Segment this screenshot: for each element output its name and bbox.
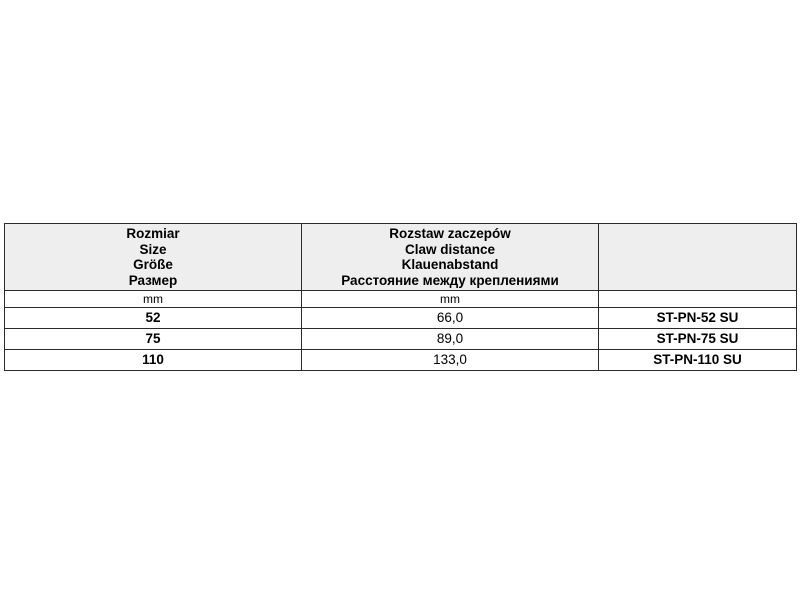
header-claw-pl: Rozstaw zaczepów (389, 226, 511, 241)
claw-distance-value: 89,0 (302, 329, 599, 350)
header-size-ru: Размер (128, 272, 178, 288)
claw-distance-value: 66,0 (302, 308, 599, 329)
size-value: 110 (5, 350, 302, 371)
header-size (5, 224, 302, 291)
header-size-pl: Rozmiar (126, 226, 180, 241)
unit-claw: mm (302, 291, 599, 308)
header-code (599, 224, 797, 291)
claw-distance-value: 133,0 (302, 350, 599, 371)
spec-table (4, 223, 797, 371)
header-claw-en: Claw distance (404, 241, 496, 257)
table-row (5, 329, 797, 350)
table-row (5, 308, 797, 329)
unit-size: mm (5, 291, 302, 308)
unit-code (599, 291, 797, 308)
header-claw-ru: Расстояние между креплениями (341, 272, 559, 288)
product-code: ST-PN-75 SU (599, 329, 797, 350)
header-claw-distance (302, 224, 599, 291)
product-code: ST-PN-110 SU (599, 350, 797, 371)
header-claw-de: Klauenabstand (401, 257, 499, 272)
header-size-en: Size (139, 241, 167, 257)
header-size-de: Größe (133, 257, 173, 272)
header-row (5, 224, 797, 291)
units-row (5, 291, 797, 308)
table-row (5, 350, 797, 371)
product-code: ST-PN-52 SU (599, 308, 797, 329)
size-value: 52 (5, 308, 302, 329)
size-value: 75 (5, 329, 302, 350)
